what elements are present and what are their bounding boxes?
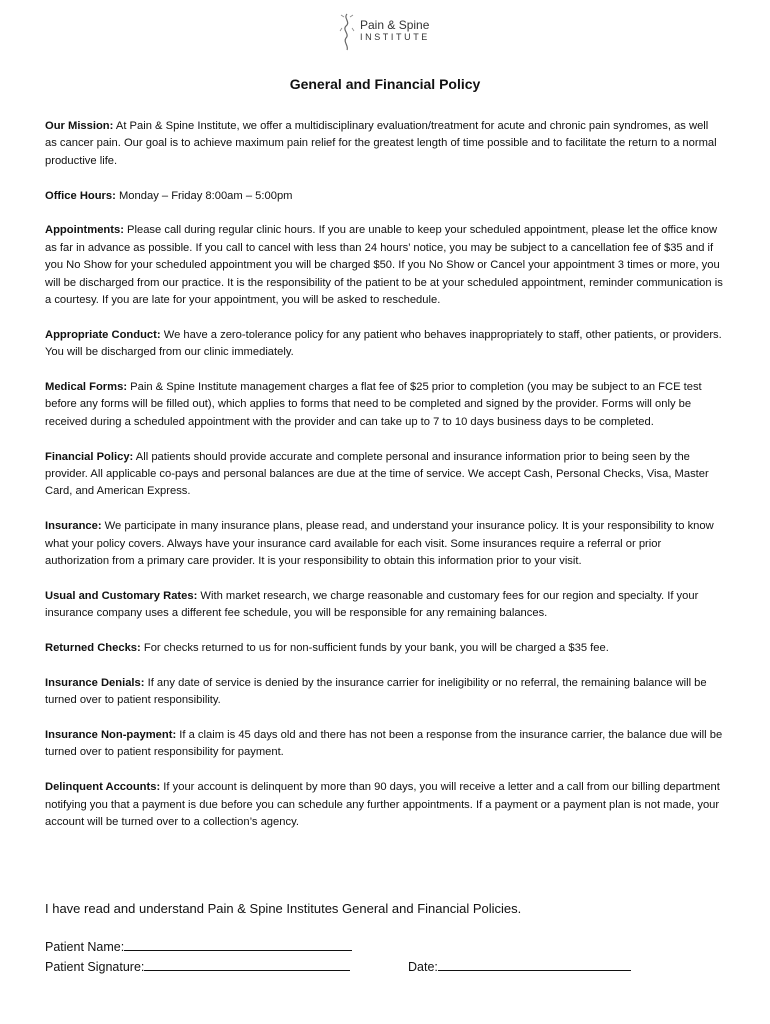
section-label: Office Hours:	[45, 189, 116, 202]
section-label: Delinquent Accounts:	[45, 781, 161, 794]
spine-figure-icon	[338, 12, 356, 52]
section-text: If a claim is 45 days old and there has not been a response from the insurance carrier, the balance due will be turned over to patient responsibility for payment.	[45, 729, 723, 759]
patient-name-field	[45, 938, 352, 956]
section-label: Insurance:	[45, 520, 102, 533]
date-line[interactable]	[438, 958, 631, 971]
section-label: Our Mission:	[45, 120, 114, 132]
section-appointments	[45, 222, 723, 309]
section-text: If your account is delinquent by more than 90 days, you will receive a letter and a call from our billing department notifying you that a payment is due before you can schedule any further appointments. If a payment or a payment plan is not made, your account will be turned over to a collection’s agency.	[45, 781, 720, 829]
logo-subtitle: INSTITUTE	[360, 32, 430, 42]
date-label: Date:	[408, 960, 438, 974]
section-text: For checks returned to us for non-sufficient funds by your bank, you will be charged a $35 fee.	[140, 642, 609, 655]
section-label: Insurance Non-payment:	[45, 729, 177, 742]
section-delinquent-accounts	[45, 779, 723, 831]
section-label: Appropriate Conduct:	[45, 328, 161, 341]
section-label: Financial Policy:	[45, 450, 134, 463]
patient-signature-field	[45, 958, 350, 976]
section-text: At Pain & Spine Institute, we offer a multidisciplinary evaluation/treatment for acute and chronic pain syndromes, as well as cancer pain. Our goal is to achieve maximum pain relief for the greatest length of time possible and to facilitate the return to a normal productive life.	[45, 120, 717, 167]
patient-signature-label: Patient Signature:	[45, 960, 145, 974]
section-medical-forms	[45, 379, 723, 431]
patient-signature-line[interactable]	[144, 958, 350, 971]
section-text: We have a zero-tolerance policy for any patient who behaves inappropriately to staff, other patients, or providers. You will be discharged from our clinic immediately.	[45, 328, 722, 359]
page-title: General and Financial Policy	[289, 76, 481, 92]
section-label: Usual and Customary Rates:	[45, 589, 198, 602]
section-insurance-nonpayment	[45, 727, 723, 762]
section-label: Medical Forms:	[45, 381, 128, 394]
section-financial-policy	[45, 449, 723, 501]
section-label: Appointments:	[45, 224, 124, 237]
section-office-hours	[45, 188, 723, 205]
logo-name: Pain & Spine	[360, 18, 430, 32]
section-text: All patients should provide accurate and complete personal and insurance information prior to being seen by the provider. All applicable co-pays and personal balances are due at the time of service. We accept Cash, Personal Checks, Visa, Master Card, and American Express.	[45, 450, 709, 498]
section-text: With market research, we charge reasonable and customary fees for our region and specialty. If your insurance company uses a different fee schedule, you will be responsible for any remaining balances.	[45, 589, 699, 620]
section-insurance	[45, 518, 723, 570]
logo	[338, 12, 430, 52]
section-label: Insurance Denials:	[45, 676, 145, 689]
section-returned-checks	[45, 640, 723, 657]
date-field	[408, 958, 631, 976]
section-text: Please call during regular clinic hours. If you are unable to keep your scheduled appointment, please let the office know as far in advance as possible. If you call to cancel with less than 24 hours’ notice, you may be subject to a cancellation fee of $35 and if you No Show for your scheduled appointment you will be charged $50. If you No Show or Cancel your appointment 3 times or more, you will be discharged from our practice. It is the responsibility of the patient to be at your scheduled appointment, reminder communication is a courtesy. If you are late for your appointment, you will be asked to reschedule.	[45, 224, 723, 307]
section-text: Pain & Spine Institute management charges a flat fee of $25 prior to completion (you may be subject to an FCE test before any forms will be filled out), which applies to forms that need to be completed and signed by the provider. Forms will only be received during a scheduled appointment with the provider and can take up to 7 to 10 days business days to be completed.	[45, 381, 702, 428]
section-insurance-denials	[45, 675, 723, 710]
patient-name-label: Patient Name:	[45, 940, 125, 954]
section-rates	[45, 588, 723, 623]
section-text: If any date of service is denied by the insurance carrier for ineligibility or no referral, the remaining balance will be turned over to patient responsibility.	[45, 676, 707, 707]
section-text: We participate in many insurance plans, please read, and understand your insurance policy. It is your responsibility to know what your policy covers. Always have your insurance card available for each visit. Some insurances require a referral or prior authorization from a primary care provider. It is your responsibility to obtain this information prior to your visit.	[45, 520, 714, 568]
patient-name-line[interactable]	[124, 938, 352, 951]
section-label: Returned Checks:	[45, 642, 141, 655]
section-text: Monday – Friday 8:00am – 5:00pm	[115, 189, 293, 202]
section-mission	[45, 118, 723, 170]
policy-sections	[45, 118, 723, 849]
acknowledgement-statement: I have read and understand Pain & Spine Institutes General and Financial Policies.	[45, 901, 522, 916]
section-conduct	[45, 327, 723, 362]
